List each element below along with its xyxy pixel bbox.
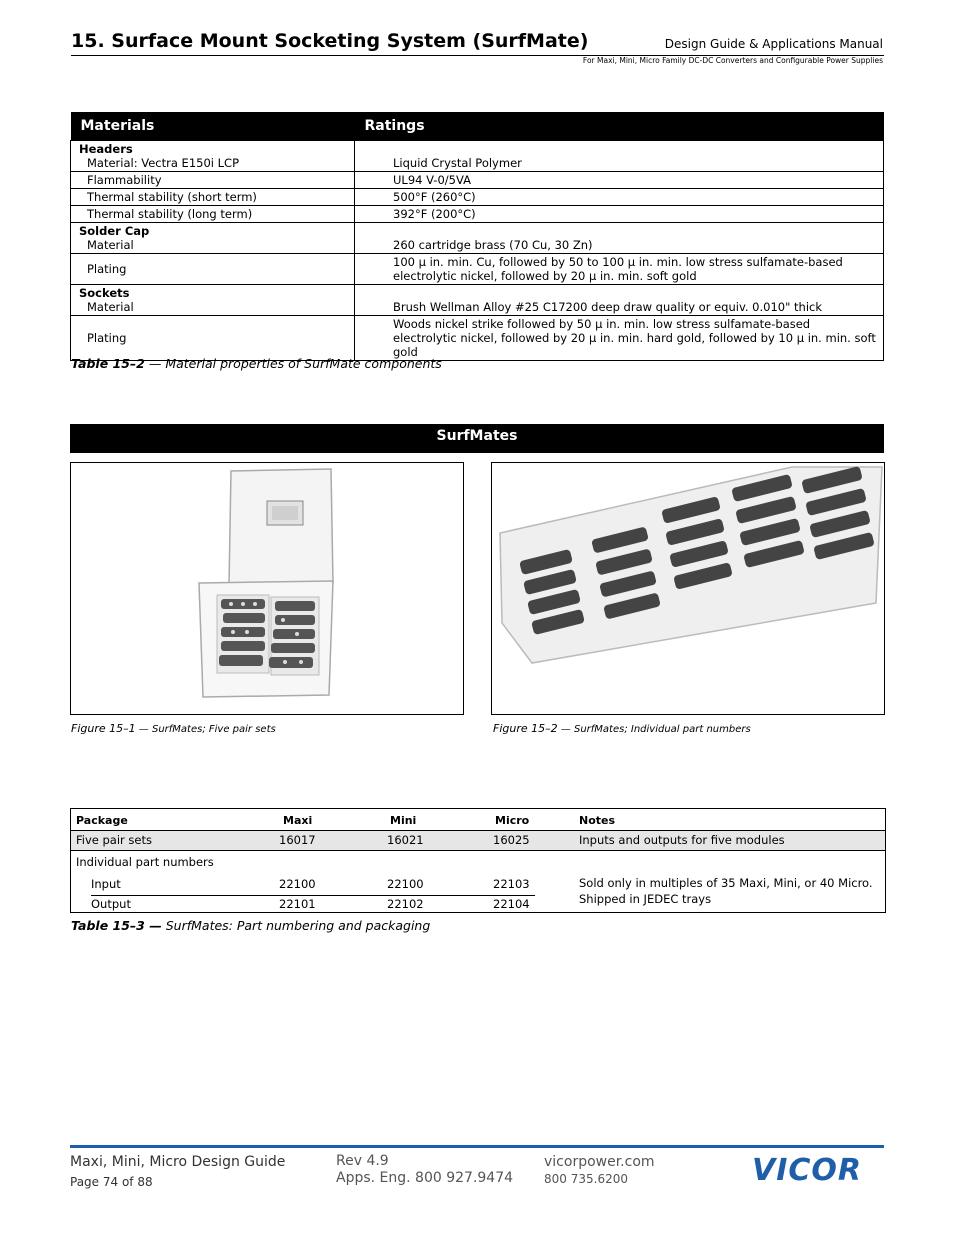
table-header-row [71,809,885,830]
micro-value: 16025 [493,833,530,847]
jedec-tray-image [492,463,884,714]
rating-value: 100 µ in. min. Cu, followed by 50 to 100 µ in. min. low stress sulfamate-based electrolytic nickel, followed by 20 µ in. min. soft gold [355,254,884,285]
table-row [71,141,884,172]
caption-text: SurfMates: Part numbering and packaging [161,918,431,933]
revision: Rev 4.9 [336,1153,389,1169]
phone-number: 800 735.6200 [544,1172,628,1186]
table-row [71,316,884,361]
ratings-header: Ratings [355,112,884,141]
individual-parts-photo [491,462,885,715]
material-label: Thermal stability (short term) [87,190,257,204]
page-title: 15. Surface Mount Socketing System (SurfMate) [71,30,589,52]
micro-value: 22104 [493,897,530,911]
group-label: Solder Cap [79,224,150,238]
material-label: Plating [87,331,127,345]
table-row [91,896,535,912]
col-micro: Micro [495,814,530,827]
notes-line: Shipped in JEDEC trays [579,892,712,906]
caption-label: Table 15–3 — [71,918,162,933]
figure-text: — SurfMates; Five pair sets [135,724,276,735]
micro-value: 22103 [493,877,530,891]
figure-caption [71,722,276,735]
material-label: Material [87,300,134,314]
rating-value: UL94 V-0/5VA [355,172,884,189]
package-label: Five pair sets [76,833,153,847]
table-row [71,189,884,206]
col-package: Package [76,814,128,827]
output-label: Output [91,897,131,911]
maxi-value: 16017 [279,833,316,847]
page-number: Page 74 of 88 [70,1175,153,1189]
material-label: Material [87,238,134,252]
maxi-value: 22100 [279,877,316,891]
website-link[interactable]: vicorpower.com [544,1154,655,1170]
material-label: Thermal stability (long term) [87,207,253,221]
individual-section [71,851,885,912]
mini-value: 22100 [387,877,424,891]
caption-text: — Material properties of SurfMate components [144,356,442,371]
rating-value: Woods nickel strike followed by 50 µ in. min. low stress sulfamate-based electrolytic nickel, followed by 20 µ in. min. hard gold, followed by 10 µ in. min. soft gold [355,316,884,361]
five-pair-set-image [71,463,463,714]
material-label: Flammability [87,173,162,187]
rating-value: 500°F (260°C) [355,189,884,206]
footer-rev [336,1153,513,1187]
figure-label: Figure 15–2 [493,722,558,735]
materials-table [70,112,884,361]
mini-value: 16021 [387,833,424,847]
table-row [71,830,885,851]
group-label: Sockets [79,286,130,300]
mini-value: 22102 [387,897,424,911]
rating-value: Liquid Crystal Polymer [393,156,522,170]
notes-value: Inputs and outputs for five modules [579,833,785,847]
col-notes: Notes [579,814,616,827]
vicor-logo: VICOR [752,1153,862,1188]
material-label: Plating [87,262,127,276]
table-row [71,254,884,285]
input-label: Input [91,877,121,891]
notes-line: Sold only in multiples of 35 Maxi, Mini, or 40 Micro. [579,876,873,890]
table-caption [71,918,430,933]
notes-value [579,875,873,907]
rating-value: 260 cartridge brass (70 Cu, 30 Zn) [393,238,593,252]
rating-value: Brush Wellman Alloy #25 C17200 deep draw quality or equiv. 0.010" thick [393,300,823,314]
table-row [71,172,884,189]
table-row [71,206,884,223]
table-row [71,285,884,316]
apps-phone: Apps. Eng. 800 927.9474 [336,1170,514,1186]
figure-text: — SurfMates; Individual part numbers [557,724,751,735]
material-label: Material: Vectra E150i LCP [87,156,239,170]
footer-guide: Maxi, Mini, Micro Design Guide [70,1154,286,1170]
caption-label: Table 15–2 [71,356,145,371]
group-label: Headers [79,142,133,156]
footer-divider [70,1145,884,1148]
table-row [71,223,884,254]
figure-caption [493,722,751,735]
section-banner: SurfMates [70,424,884,453]
col-maxi: Maxi [283,814,313,827]
figure-label: Figure 15–1 [71,722,136,735]
manual-subtitle: For Maxi, Mini, Micro Family DC-DC Converters and Configurable Power Supplies [582,56,883,65]
table-row [91,874,535,896]
col-mini: Mini [390,814,417,827]
rating-value: 392°F (200°C) [355,206,884,223]
manual-title: Design Guide & Applications Manual [664,37,883,51]
five-pair-set-photo [70,462,464,715]
maxi-value: 22101 [279,897,316,911]
table-caption [71,356,442,371]
materials-header: Materials [71,112,355,141]
part-numbering-table [70,808,886,913]
package-label: Individual part numbers [76,855,214,869]
